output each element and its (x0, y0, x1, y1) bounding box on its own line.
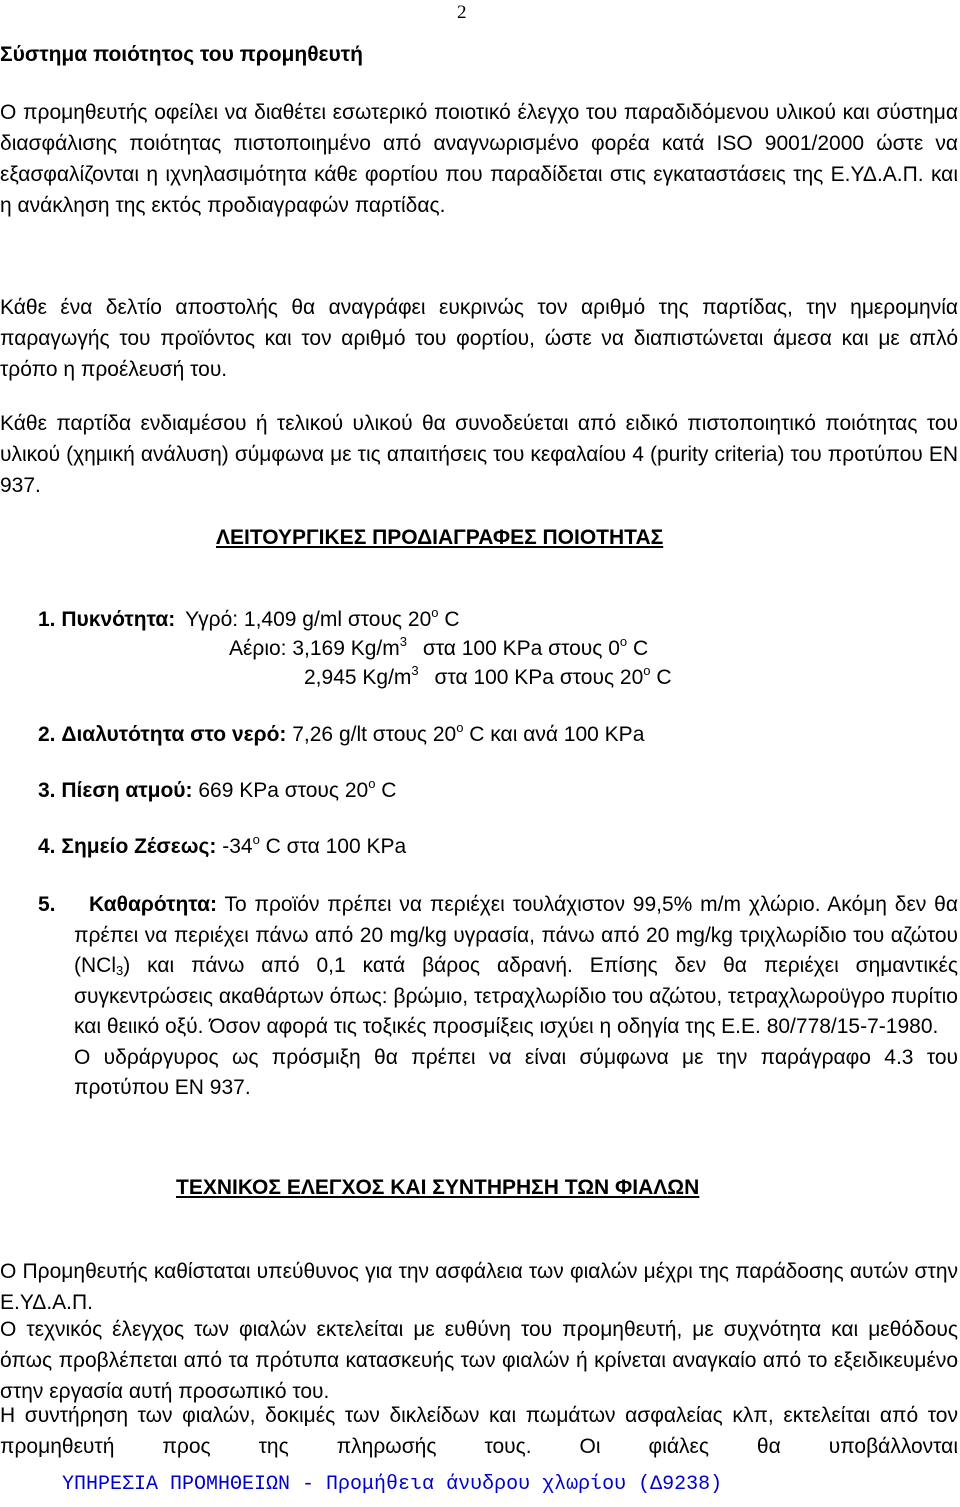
nitrogen-trichloride-sub: 3 (116, 963, 124, 978)
technical-paragraph-1: Ο Προμηθευτής καθίσταται υπεύθυνος για την ασφάλεια των φιαλών μέχρι της παράδοσης αυτών στην Ε.ΥΔ.Α.Π. (0, 1260, 958, 1314)
cube-sup: 3 (411, 663, 419, 678)
vapor-line (38, 777, 396, 805)
vapor-unit: C (375, 779, 397, 802)
supplier-quality-heading: Σύστημα ποιότητος του προμηθευτή (0, 43, 363, 66)
degree-sup: o (431, 605, 439, 620)
cube-sup: 3 (399, 634, 407, 649)
page-number: 2 (457, 2, 467, 23)
technical-paragraph-3: Η συντήρηση των φιαλών, δοκιμές των δικλείδων και πωμάτων ασφαλείας κλπ, εκτελείται από τον προμηθευτή προς της πληρωσής τους. Οι φιάλες θα υποβάλλονται (0, 1404, 958, 1458)
degree-sup: o (643, 663, 651, 678)
density-gas-cond: στα 100 KPa στους 0 (422, 637, 620, 660)
density-line-liquid (38, 606, 460, 634)
vapor-label: Πίεση ατμού: (61, 779, 193, 802)
solubility-unit: C και ανά 100 KPa (463, 723, 645, 746)
technical-paragraph-2: Ο τεχνικός έλεγχος των φιαλών εκτελείται με ευθύνη του προμηθευτή, με συχνότητα και μεθόδους όπως προβλέπεται από τα πρότυπα κατασκευής των φιαλών ή κρίνεται αναγκαίο από το εξειδικευμένο στην εργασία αυτή προσωπικό του. (0, 1318, 958, 1403)
degree-sup: o (252, 832, 260, 847)
purity-text-2: ) και πάνω από 0,1 κατά βάρος αδρανή. Επίσης δεν θα περιέχει σημαντικές συγκεντρώσεις ακαθάρτων όπως: βρώμιο, τετραχλωρίδιο του αζώτου, τετραχλωροϋγρο πυρίτιο και θειικό οξύ. Όσον αφορά τις τοξικές προσμίξεις ισχύει η οδηγία της Ε.Ε. 80/778/15-7-1980. (74, 954, 958, 1038)
purity-block (74, 890, 958, 1104)
density-line-gas (229, 635, 648, 663)
certificate-paragraph: Κάθε παρτίδα ενδιαμέσου ή τελικού υλικού θα συνοδεύεται από ειδικό πιστοποιητικό ποιότητας του υλικού (χημική ανάλυση) σύμφωνα με τις απαιτήσεις του κεφαλαίου 4 (purity criteria) του προτύπου ΕΝ 937. (0, 412, 958, 497)
density-line-gas2 (304, 664, 672, 692)
purity-number: 5. (38, 893, 56, 916)
solubility-number: 2. (38, 723, 56, 746)
density-liquid-value: Υγρό: 1,409 g/ml στους 20 (185, 608, 432, 631)
vapor-number: 3. (38, 779, 56, 802)
specs-section-title: ΛΕΙΤΟΥΡΓΙΚΕΣ ΠΡΟΔΙΑΓΡΑΦΕΣ ΠΟΙΟΤΗΤΑΣ (216, 526, 664, 549)
density-liquid-unit: C (444, 608, 460, 631)
solubility-label: Διαλυτότητα στο νερό: (61, 723, 287, 746)
degree-sup: o (368, 776, 376, 791)
purity-label: Καθαρότητα: (89, 893, 217, 916)
purity-text-3: Ο υδράργυρος ως πρόσμιξη θα πρέπει να είναι σύμφωνα με την παράγραφο 4.3 του προτύπου ΕΝ 937. (74, 1045, 958, 1099)
boiling-unit: C στα 100 KPa (259, 835, 407, 858)
density-label: Πυκνότητα: (61, 608, 176, 631)
degree-sup: o (619, 634, 628, 649)
technical-section-title: ΤΕΧΝΙΚΟΣ ΕΛΕΓΧΟΣ ΚΑΙ ΣΥΝΤΗΡΗΣΗ ΤΩΝ ΦΙΑΛΩΝ (176, 1176, 700, 1199)
density-gas-unit: C (632, 637, 649, 660)
boiling-value: -34 (216, 835, 253, 858)
degree-sup: o (456, 720, 464, 735)
purity-text-1: Το προϊόν πρέπει να περιέχει τουλάχιστον 99,5% m/m χλώριο. Ακόμη δεν θα πρέπει να περιέχει πάνω από 20 mg/kg υγρασία, πάνω από 20 mg/kg τριχλωρίδιο του αζώτου (NCl (74, 893, 958, 977)
boiling-number: 4. (38, 835, 56, 858)
solubility-value: 7,26 g/lt στους 20 (286, 723, 457, 746)
density-gas-label: Αέριο: 3,169 Kg/m (229, 637, 400, 660)
density-gas2-unit: C (656, 666, 672, 689)
density-gas2-value: 2,945 Kg/m (304, 666, 412, 689)
boiling-label: Σημείο Ζέσεως: (61, 835, 217, 858)
solubility-line (38, 721, 644, 749)
supplier-quality-paragraph: Ο προμηθευτής οφείλει να διαθέτει εσωτερικό ποιοτικό έλεγχο του παραδιδόμενου υλικού και σύστημα διασφάλισης ποιότητας πιστοποιημένο από αναγνωρισμένο φορέα κατά ISO 9001/2000 ώστε να εξασφαλίζονται η ιχνηλασιμότητα κάθε φορτίου που παραδίδεται στις εγκαταστάσεις της Ε.ΥΔ.Α.Π. και η ανάκληση της εκτός προδιαγραφών παρτίδας. (0, 101, 958, 217)
vapor-value: 669 KPa στους 20 (192, 779, 369, 802)
density-number: 1. (38, 608, 56, 631)
boiling-line (38, 833, 406, 861)
footer: ΥΠΗΡΕΣΙΑ ΠΡΟΜΗΘΕΙΩΝ - Προμήθεια άνυδρου χλωρίου (Δ9238) (62, 1473, 723, 1496)
delivery-note-paragraph: Κάθε ένα δελτίο αποστολής θα αναγράφει ευκρινώς τον αριθμό της παρτίδας, την ημερομηνία παραγωγής του προϊόντος και τον αριθμό του φορτίου, ώστε να διαπιστώνεται άμεσα και με απλό τρόπο η προέλευσή του. (0, 296, 958, 381)
density-gas2-cond: στα 100 KPa στους 20 (434, 666, 644, 689)
